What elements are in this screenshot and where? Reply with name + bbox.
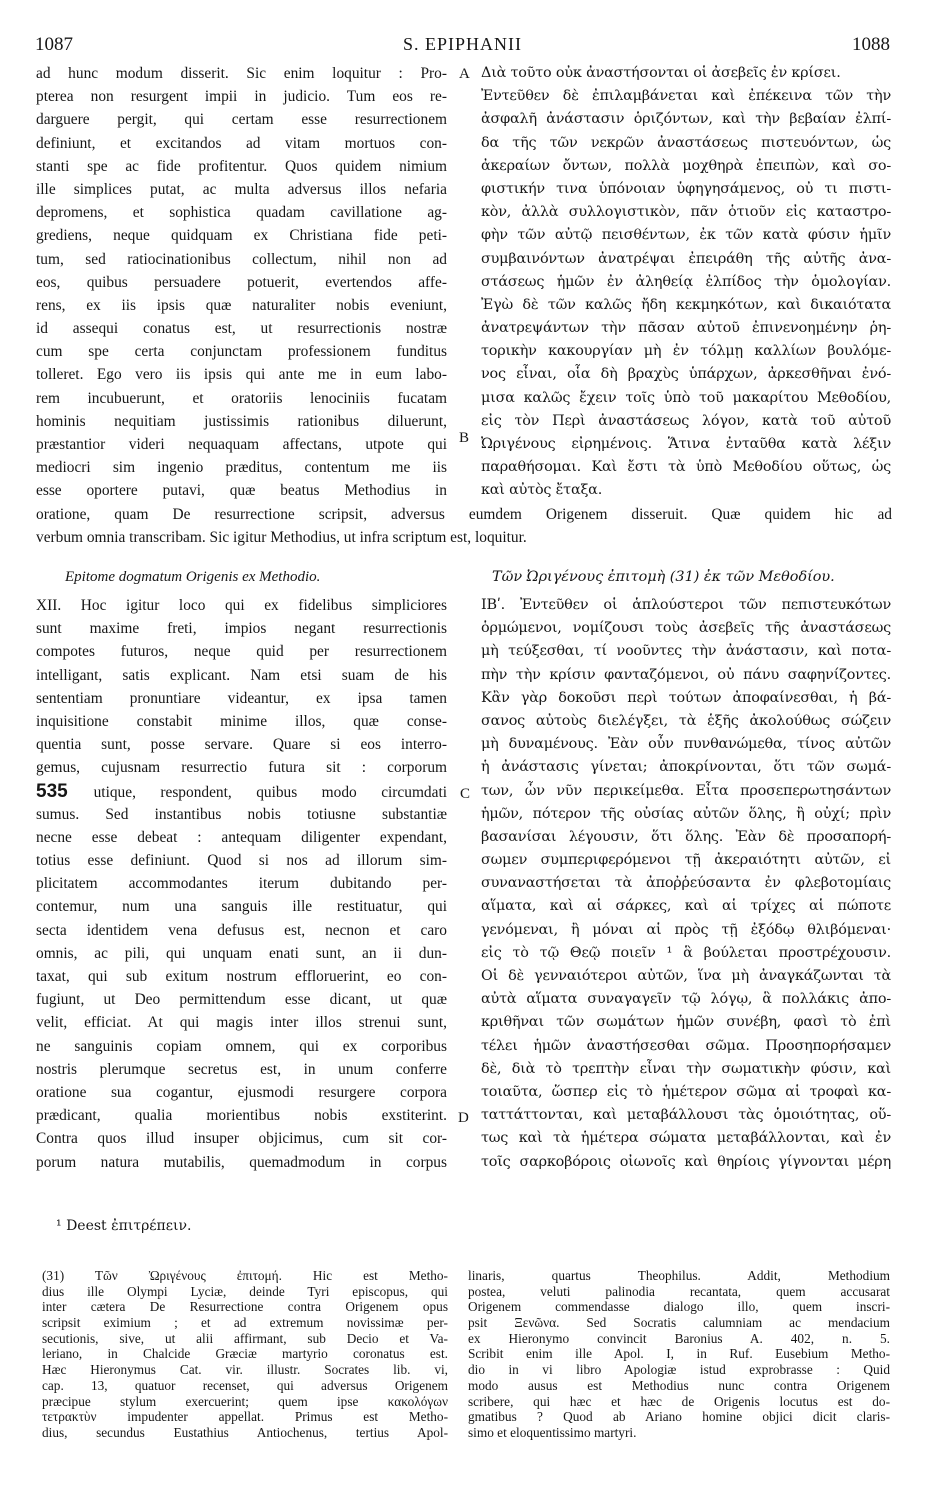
note-line: (31) Τῶν Ὠριγένους ἐπιτομή. Hic est Metho- <box>42 1268 448 1283</box>
latin-line: 535 utique, respondent, quibus modo circumdati <box>36 780 447 802</box>
running-title: S. EPIPHANII <box>402 34 522 54</box>
note-line: secutionis, sive, ut alii affirmant, sub Decio et Va- <box>42 1330 448 1346</box>
greek-line: ἀσφαλῆ ἀνάστασιν ὁριζόντων, καὶ τὴν βεβαίαν ἐλπί- <box>481 111 891 128</box>
note-line: Hæc Hieronymus Cat. vir. illustr. Socrates lib. vi, <box>42 1362 448 1378</box>
latin-line: id assequi conatus est, ut resurrectionis nostræ <box>36 320 447 338</box>
greek-line: παραθήσομαι. Καὶ ἔστι τὰ ὑπὸ Μεθοδίου οὕτως, ὡς <box>481 459 891 476</box>
latin-section-heading: Epitome dogmatum Origenis ex Methodio. <box>65 569 321 585</box>
note-line: dius, secundus Eustathius Antiochenus, tertius Apol- <box>42 1424 448 1440</box>
latin-line: porum natura mutabilis, quemadmodum in corpus <box>36 1153 447 1171</box>
note-line: τετρακτὺν impudenter appellat. Primus est Metho- <box>42 1409 448 1425</box>
latin-line: contemur, num una sanguis ille restituatur, qui <box>36 898 447 916</box>
latin-line: depromens, et sophistica quadam cavillatione ag- <box>36 204 447 222</box>
latin-line: omnis, ac pili, qui unquam enati sunt, an ii dun- <box>36 944 447 962</box>
latin-line: necne esse debeat : antequam diligenter expendant, <box>36 828 447 846</box>
latin-line: oratione sua cogantur, ejusmodi resurgere corpora <box>36 1083 447 1101</box>
latin-line: eos, quibus persuadere potuerit, evertendos affe- <box>36 273 447 291</box>
latin-line: sententiam pronuntiare videantur, ex ipsa tamen <box>36 689 447 707</box>
latin-column-section-xii <box>36 594 447 1174</box>
latin-line: rens, ex iis ipsis quæ naturaliter nobis eveniunt, <box>36 296 447 314</box>
note-line: scribere, qui hæc et hæc de Origenis locutus est do- <box>468 1393 890 1409</box>
latin-line: secta identidem vena defusus est, necnon et caro <box>36 921 447 939</box>
latin-line: taxat, qui sub exitum nostrum effloruerint, eo con- <box>36 968 447 985</box>
latin-line: sumus. Sed instantibus nobis totiusne substantiæ <box>36 805 447 823</box>
note-line: scripsit eximium ; et ad extremum novissimæ per- <box>42 1315 448 1331</box>
note-line: ex Hieronymo convincit Baronius A. 402, n. 5. <box>468 1330 890 1346</box>
latin-line: gemus, cujusnam resurrectio futura sit : corporum <box>36 759 447 777</box>
note-line: præcipue stylum exercuerint; quem ipse κακολόγων <box>42 1393 448 1409</box>
latin-line: XII. Hoc igitur loco qui ex fidelibus simpliciores <box>36 597 447 614</box>
greek-line: μὴ τεύξεσθαι, τί νοοῦντες τὴν ἀνάστασιν, καὶ ποτα- <box>481 643 891 660</box>
greek-line: κὸν, ἀλλὰ συλλογιστικὸν, πᾶν ὁτιοῦν εἰς καταστρο- <box>481 204 891 221</box>
greek-column-top <box>481 62 891 503</box>
latin-line: velit, efficiat. At qui magis inter illos strenui sunt, <box>36 1014 447 1032</box>
greek-line: ἡμῶν, πότερον τῆς οὐσίας αὐτῶν ὅλης, ἢ οὐχί; πρὶν <box>481 805 891 822</box>
greek-line: ἀκεραίων ὄντων, πολλὰ μοχθηρὰ ἐπειπὼν, καὶ σο- <box>481 157 891 174</box>
latin-line: præstantior videri nequaquam affectans, utpote qui <box>36 436 447 453</box>
note-line: dius ille Olympi Lyciæ, deinde Tyri episcopus, qui <box>42 1283 448 1299</box>
greek-line: εἰς τὸ τῷ Θεῷ ποιεῖν ¹ ἃ βούλεται προστρέχουσιν. <box>481 944 891 961</box>
latin-line: quentia sunt, posse servare. Quare si eos interro- <box>36 736 447 754</box>
full-width-paragraph <box>36 503 892 549</box>
note-line: simo et eloquentissimo martyri. <box>468 1424 637 1440</box>
greek-line: δὲ, διὰ τὸ τρεπτὴν εἶναι τὴν σωματικὴν φύσιν, καὶ <box>481 1060 891 1077</box>
note-line: dio in vi libro Apologiæ istud exprobrasse : Quid <box>468 1362 890 1378</box>
latin-line: ad hunc modum disserit. Sic enim loquitur : Pro- <box>36 65 447 82</box>
greek-section-heading: Τῶν Ὠριγένους ἐπιτομὴ (31) ἐκ τῶν Μεθοδίου. <box>492 569 835 585</box>
greek-line: αὐτὰ αἵματα συναγαγεῖν τῷ λόγῳ, ἃ πολλάκις ἀπο- <box>481 991 891 1008</box>
latin-line: hominis nequitiam justissimis rationibus diluerunt, <box>36 412 447 430</box>
latin-line: compotes futuros, neque quid per resurrectionem <box>36 643 447 661</box>
greek-line: Κἂν γὰρ δοκοῦσι περὶ τούτων ἀποφαίνεσθαι, ἡ βά- <box>481 689 891 706</box>
note-line: leriano, in Chalcide Græciæ martyrio coronatus est. <box>42 1346 448 1362</box>
greek-line: σανος αὐτοὺς διελέγξει, τὰ ἑξῆς ἀκολούθως σώζειν <box>481 712 891 729</box>
latin-line: ne sanguinis copiam omnem, qui ex corporibus <box>36 1037 447 1055</box>
full-width-line: oratione, quam De resurrectione scripsit, adversus eumdem Origenem disseruit. Quæ quidem hic ad <box>36 506 892 523</box>
greek-line: εἰς τὸν Περὶ ἀναστάσεως λόγον, κατὰ τοῦ αὐτοῦ <box>481 412 891 429</box>
latin-line: definiunt, et excitandos ad vitam mortuos con- <box>36 134 447 152</box>
margin-letter-d: D <box>458 1110 469 1126</box>
greek-line: Διὰ τοῦτο οὐκ ἀναστήσονται οἱ ἀσεβεῖς ἐν κρίσει. <box>481 65 841 81</box>
latin-line: stanti spe ac fide profitentur. Quos quidem nimium <box>36 157 447 175</box>
greek-line: ταττάττονται, καὶ μεταβάλλουσι τὰς ὁμοιότητας, οὕ- <box>481 1107 891 1124</box>
greek-line: Ἐγὼ δὲ τῶν καλῶς ἤδη κεκμηκότων, καὶ δικαιότατα <box>481 296 891 313</box>
greek-line: συμβαινόντων ἀνατρέψαι ἐπειράθη τῆς αὐτῆς ἀνα- <box>481 250 891 267</box>
greek-line: σωμεν συμπεριφερόμενοι τῇ ἀκεραιότητι αὐτῶν, εἰ <box>481 852 891 869</box>
latin-line: cum spe certa conjunctam professionem funditus <box>36 343 447 361</box>
latin-line: tolleret. Ego vero iis ipsis qui ante me in eum labo- <box>36 366 447 384</box>
note-line: cap. 13, quatuor recenset, qui adversus Origenem <box>42 1377 448 1393</box>
latin-line: Contra quos illud insuper objicimus, cum sit cor- <box>36 1130 447 1148</box>
greek-line: τοῖς σαρκοβόροις οἰωνοῖς καὶ θηρίοις γίγνονται μέρη <box>481 1153 891 1170</box>
latin-line: prædicant, qualia morientibus nobis exstiterint. <box>36 1107 447 1125</box>
latin-column-top <box>36 62 447 503</box>
greek-line: τως καὶ τὰ ἡμέτερα σώματα μεταβάλλονται, καὶ ἐν <box>481 1130 891 1147</box>
note-line: Scribit enim ille Apol. I, in Ruf. Eusebium Metho- <box>468 1346 890 1362</box>
latin-line: mediocri sim ingenio præditus, contentum me iis <box>36 459 447 477</box>
footnote: ¹ Deest ἐπιτρέπειν. <box>56 1218 192 1234</box>
column-number: 535 <box>36 780 94 802</box>
greek-line: ΙΒʹ. Ἐντεῦθεν οἱ ἁπλούστεροι τῶν πεπιστευκότων <box>481 597 891 613</box>
greek-line: αἵματα, καὶ αἱ σάρκες, καὶ αἱ τρίχες αἱ πώποτε <box>481 898 891 915</box>
note-line: linaris, quartus Theophilus. Addit, Methodium <box>468 1268 890 1283</box>
latin-line: totius esse definiunt. Quod si nos ad illorum sim- <box>36 852 447 870</box>
note-line: gmatibus ? Quod ab Ariano homine objici dicit claris- <box>468 1409 890 1425</box>
greek-line: μισα καλῶς ἔχειν τοῖς ὑπὸ τοῦ μακαρίτου Μεθοδίου, <box>481 389 891 406</box>
latin-line: inquisitione constabit minime illos, quæ conse- <box>36 712 447 730</box>
greek-line: φὴν τῶν αὐτῷ πεισθέντων, ἐκ τῶν κατὰ φύσιν ἡμῖν <box>481 227 891 244</box>
note-line: postea, veluti palinodia recantata, quem accusarat <box>468 1283 890 1299</box>
greek-line: κριθῆναι τῶν σωμάτων ἡμῶν συνέβη, φασὶ τὸ ἐπὶ <box>481 1014 891 1031</box>
margin-letter-c: C <box>460 786 471 802</box>
latin-line: tum, sed ratiocinationibus collectum, nihil non ad <box>36 250 447 268</box>
greek-line: Οἱ δὲ γενναιότεροι αὐτῶν, ἵνα μὴ ἀναγκάζωνται τὰ <box>481 968 891 984</box>
greek-line: Ἐντεῦθεν δὲ ἐπιλαμβάνεται καὶ ἐπέκεινα τῶν τὴν <box>481 88 891 105</box>
greek-line: πὴν τὴν κρίσιν φανταζόμενοι, οὐ πάνυ σαφηνίζοντες. <box>481 666 891 683</box>
greek-line: νος εἶναι, οἷα δὴ βραχὺς ὑπάρχων, ἀρκεσθῆναι ἐνό- <box>481 366 891 383</box>
greek-line: δα τῆς τῶν νεκρῶν ἀναστάσεως πιστευόντων, ὡς <box>481 134 891 151</box>
latin-line: intelligant, satis explicant. Nam etsi suam de his <box>36 666 447 684</box>
greek-column-section-xii <box>481 594 891 1174</box>
notes-column-right <box>468 1268 890 1441</box>
page-number-left: 1087 <box>35 34 73 55</box>
greek-line: ὁρμώμενοι, νομίζουσι τοὺς ἀσεβεῖς τῆς ἀναστάσεως <box>481 620 891 637</box>
note-line: modo ausus est Methodius nunc contra Origenem <box>468 1377 890 1393</box>
latin-line: sunt maxime freti, impios negant resurrectionis <box>36 620 447 638</box>
page-number-right: 1088 <box>852 34 890 55</box>
note-line: inter cætera De Resurrectione contra Origenem opus <box>42 1299 448 1315</box>
greek-line: καὶ αὐτὸς ἔταξα. <box>481 482 603 499</box>
page-header <box>35 34 890 58</box>
latin-line: fugiunt, ut Deo permittendum esse dicant, ut quæ <box>36 991 447 1009</box>
greek-line: τοιαῦτα, ὥσπερ εἰς τὸ ἡμέτερον σῶμα αἱ τροφαὶ κα- <box>481 1083 891 1100</box>
note-line: Origenem commendasse dialogo illo, quem inscri- <box>468 1299 890 1315</box>
greek-line: γενόμεναι, ἢ μόναι αἱ πρὸς τῇ ἐξόδῳ θλιβόμεναι· <box>481 921 891 938</box>
greek-line: συναναστήσεται τὰ ἀποῤῥεύσαντα ἐν φλεβοτομίαις <box>481 875 891 892</box>
greek-line: ἡ ἀνάστασις γίνεται; ἀποκρίνονται, ὅτι τῶν σωμά- <box>481 759 891 776</box>
greek-line: τορικὴν κακουργίαν μὴ ἐν τόλμῃ καλλίων βουλόμε- <box>481 343 891 360</box>
margin-letter-b: B <box>459 430 470 446</box>
latin-line: rem incubuerunt, et oratoriis lenociniis fucatam <box>36 389 447 407</box>
full-width-line: verbum omnia transcribam. Sic igitur Methodius, ut infra scriptum est, loquitur. <box>36 529 527 547</box>
latin-line: plicitatem accommodantes iterum dubitando per- <box>36 875 447 893</box>
note-line: psit Ξενῶνα. Sed Socratis calumniam ac mendacium <box>468 1315 890 1331</box>
latin-line: darguere pergit, qui certam esse resurrectionem <box>36 111 447 129</box>
margin-letter-a: A <box>459 66 470 82</box>
greek-line: μὴ δυναμένους. Ἐὰν οὖν πυνθανώμεθα, τίνος αὐτῶν <box>481 736 891 753</box>
greek-line: ἀνατρεψάντων τὴν πᾶσαν αὐτοῦ ἐπινενοημένην ῥη- <box>481 320 891 337</box>
greek-line: των, ὧν νῦν περικείμεθα. Εἶτα προσεπερωτησάντων <box>481 782 891 799</box>
greek-line: στάσεως ἡμῶν ἐν ἀληθείᾳ ἐλπίδος τὴν ὁμολογίαν. <box>481 273 891 290</box>
greek-line: φιστικήν τινα ὑπόνοιαν ὑφηγησάμενος, οὐ τι πιστι- <box>481 180 891 197</box>
greek-line: βασανίσαι λέγουσιν, ὅτι ὅλης. Ἐὰν δὲ προσαπορή- <box>481 828 891 845</box>
notes-column-left <box>42 1268 448 1441</box>
latin-line: esse oportere putavi, quæ beatus Methodius in <box>36 482 447 500</box>
latin-line: nostris plerumque secretus est, in unum conferre <box>36 1060 447 1078</box>
latin-line: pterea non resurgent impii in judicio. Tum eos re- <box>36 88 447 106</box>
latin-line: grediens, neque quidquam ex Christiana fide peti- <box>36 227 447 245</box>
greek-line: τέλει ἡμῶν ἀναστήσεσθαι σῶμα. Προσηπορήσαμεν <box>481 1037 891 1054</box>
greek-line: Ὠριγένους εἰρημένοις. Ἅτινα ἐνταῦθα κατὰ λέξιν <box>481 436 891 452</box>
latin-line: ille simplices putat, ac multa adversus illos nefaria <box>36 180 447 198</box>
